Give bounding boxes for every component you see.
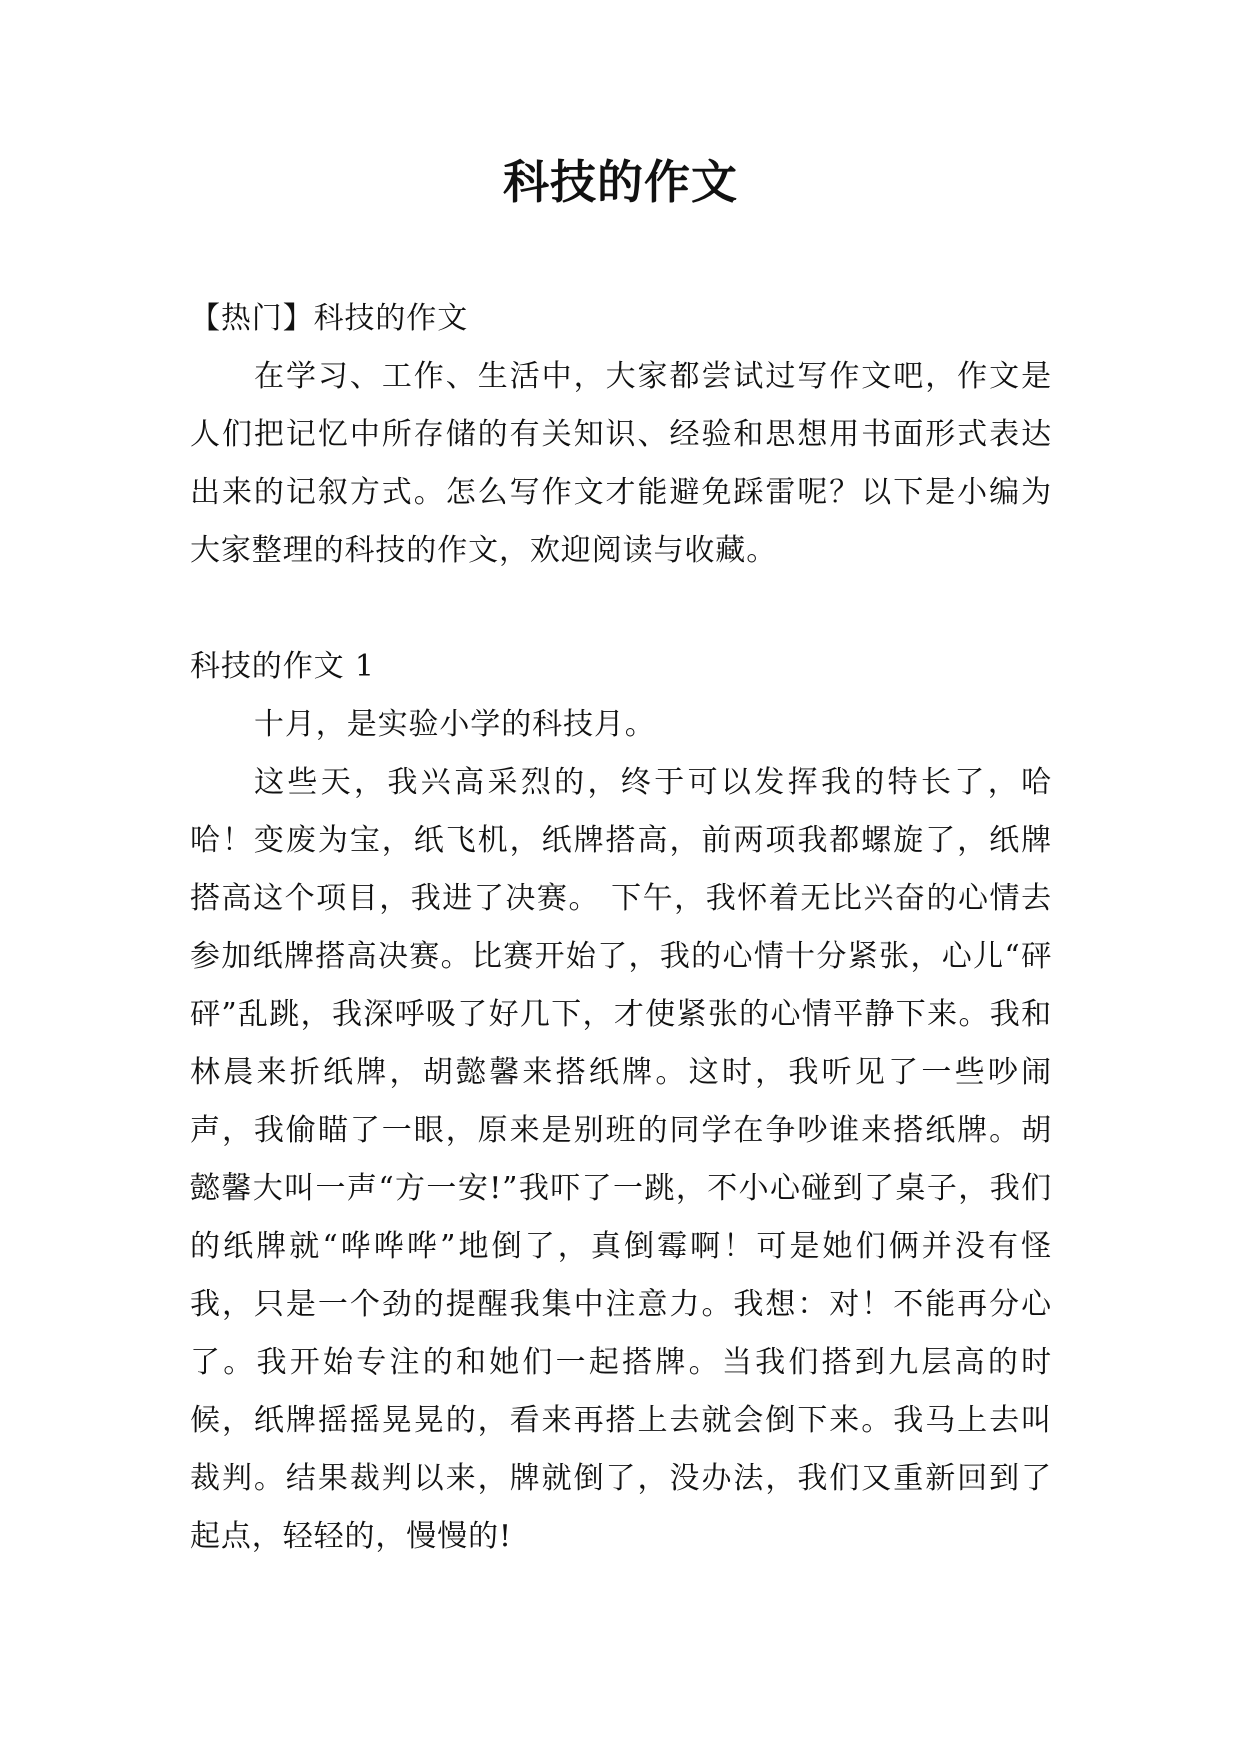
body-paragraph: 这些天，我兴高采烈的，终于可以发挥我的特长了，哈哈！变废为宝，纸飞机，纸牌搭高，前两项我都螺旋了，纸牌搭高这个项目，我进了决赛。 下午，我怀着无比兴奋的心情去参加纸牌搭高决赛。比赛开始了，我的心情十分紧张，心儿“砰砰”乱跳，我深呼吸了好几下，才使紧张的心情平静下来。我和林晨来折纸牌，胡懿馨来搭纸牌。这时，我听见了一些吵闹声，我偷瞄了一眼，原来是别班的同学在争吵谁来搭纸牌。胡懿馨大叫一声“方一安!”我吓了一跳，不小心碰到了桌子，我们的纸牌就“哗哗哗”地倒了，真倒霉啊！可是她们俩并没有怪我，只是一个劲的提醒我集中注意力。我想：对！不能再分心了。我开始专注的和她们一起搭牌。当我们搭到九层高的时候，纸牌摇摇晃晃的，看来再搭上去就会倒下来。我马上去叫裁判。结果裁判以来，牌就倒了，没办法，我们又重新回到了起点，轻轻的，慢慢的! — [190, 765, 1052, 1554]
intro-paragraph: 在学习、工作、生活中，大家都尝试过写作文吧，作文是人们把记忆中所存储的有关知识、经验和思想用书面形式表达出来的记叙方式。怎么写作文才能避免踩雷呢？以下是小编为大家整理的科技的作文，欢迎阅读与收藏。 — [190, 359, 1052, 568]
document-body — [190, 290, 1052, 1566]
section-heading: 科技的作文 1 — [190, 649, 375, 684]
document-title: 科技的作文 — [503, 155, 738, 209]
section-spacer — [190, 580, 1052, 638]
document-subtitle: 【热门】科技的作文 — [190, 301, 469, 336]
body-paragraph: 十月，是实验小学的科技月。 — [254, 707, 656, 742]
